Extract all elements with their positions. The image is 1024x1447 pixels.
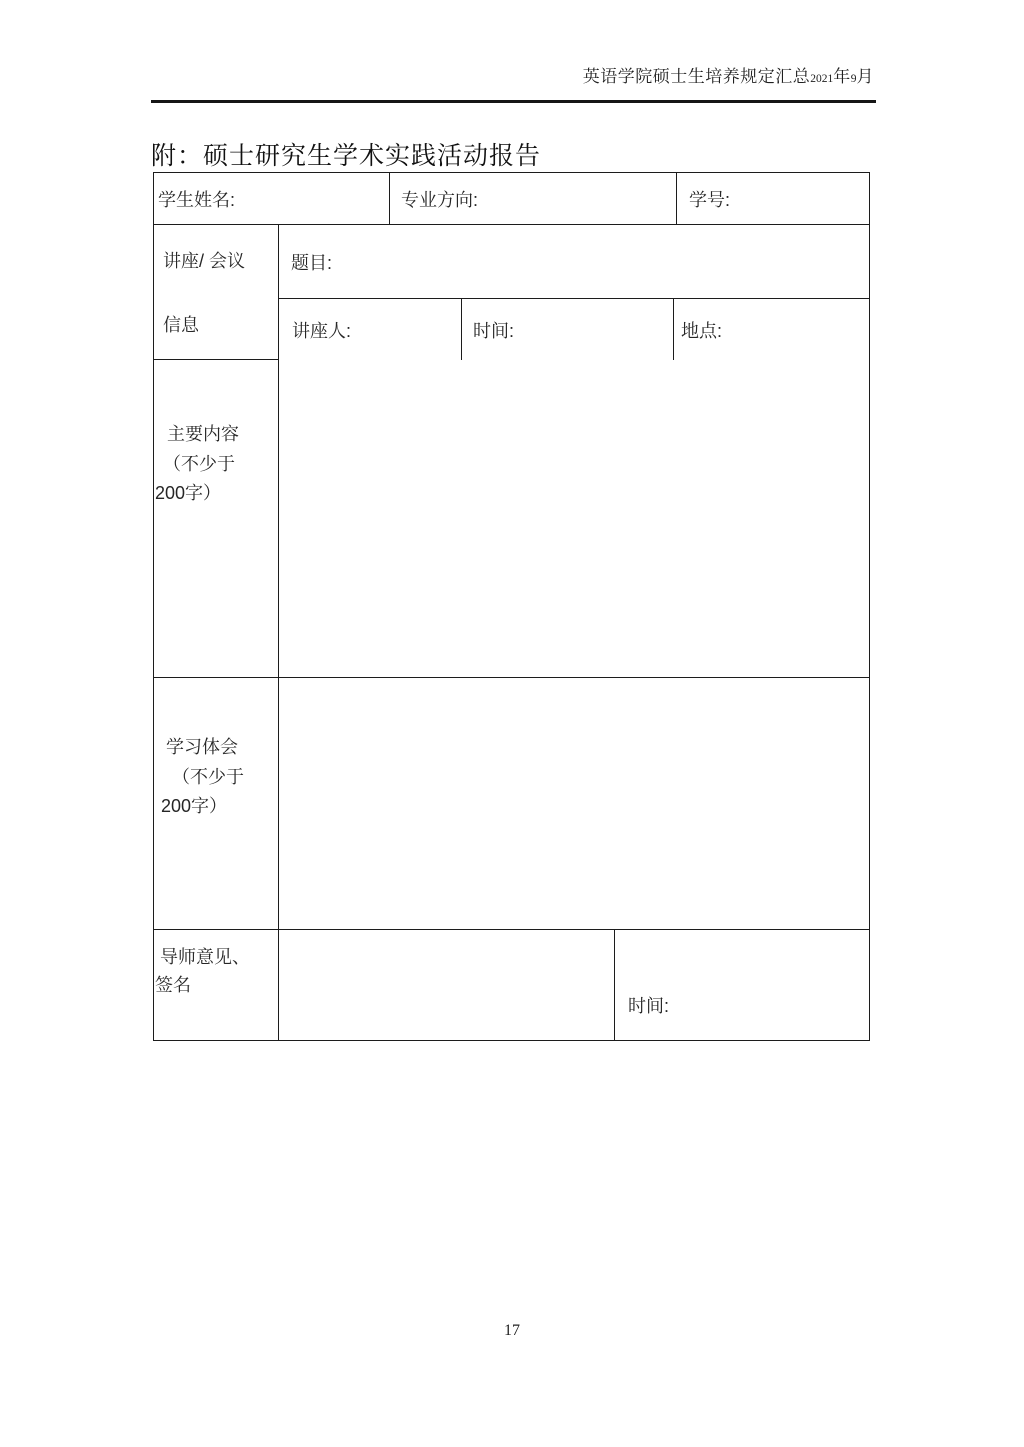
header-year-number: 2021: [810, 73, 834, 85]
main-content-label-line1: 主要内容: [167, 424, 239, 444]
speaker-label: 讲座人:: [292, 320, 352, 341]
experience-label-line2: （不少于: [172, 766, 244, 787]
header-month-number: 9: [850, 73, 857, 85]
lecture-info-header-cell: [154, 225, 279, 360]
topic-label: 题目:: [291, 252, 333, 273]
lecture-time-cell: [462, 299, 674, 360]
advisor-header-cell: [154, 930, 279, 1040]
experience-write-area: [279, 678, 869, 930]
advisor-time-cell: [615, 930, 869, 1040]
experience-label-line3: 200字）: [161, 796, 228, 816]
running-header: [150, 62, 874, 87]
lecture-info-label-line1: 讲座/ 会议: [163, 251, 246, 271]
main-content-label-line2: （不少于: [163, 453, 235, 474]
header-month-unit: 月: [856, 67, 874, 86]
student-id-cell: [677, 173, 869, 225]
header-divider-rule: [151, 100, 876, 103]
advisor-label-line1: 导师意见、: [160, 947, 250, 967]
header-text-main: 英语学院硕士生培养规定汇总: [582, 67, 811, 86]
main-content-header-cell: [154, 360, 279, 678]
row-lecture-info: [154, 225, 869, 360]
lecture-details-row: [279, 299, 869, 360]
main-content-label-line3: 200字）: [155, 483, 222, 503]
academic-practice-report-form: [153, 172, 870, 1041]
row-main-content: [154, 360, 869, 678]
student-name-label: 学生姓名:: [158, 189, 236, 210]
student-id-label: 学号:: [689, 189, 731, 210]
student-name-cell: [154, 173, 390, 225]
advisor-signature-area: [279, 930, 615, 1040]
page-title: 附：硕士研究生学术实践活动报告: [151, 143, 542, 170]
page-number: 17: [504, 1322, 520, 1339]
advisor-time-label: 时间:: [628, 996, 670, 1016]
speaker-cell: [279, 299, 462, 360]
main-content-write-area: [279, 360, 869, 678]
location-label: 地点:: [681, 320, 723, 341]
lecture-info-label-line2: 信息: [163, 315, 199, 335]
topic-cell: [279, 225, 869, 299]
major-cell: [390, 173, 677, 225]
location-cell: [674, 299, 869, 360]
advisor-label-line2: 签名: [155, 974, 191, 995]
experience-label-line1: 学习体会: [166, 737, 238, 757]
major-label: 专业方向:: [401, 189, 479, 210]
row-advisor-opinion: [154, 930, 869, 1040]
row-student-info: [154, 173, 869, 225]
lecture-time-label: 时间:: [473, 320, 515, 341]
experience-header-cell: [154, 678, 279, 930]
row-learning-experience: [154, 678, 869, 930]
header-year-unit: 年: [833, 67, 851, 86]
lecture-info-body: [279, 225, 869, 360]
